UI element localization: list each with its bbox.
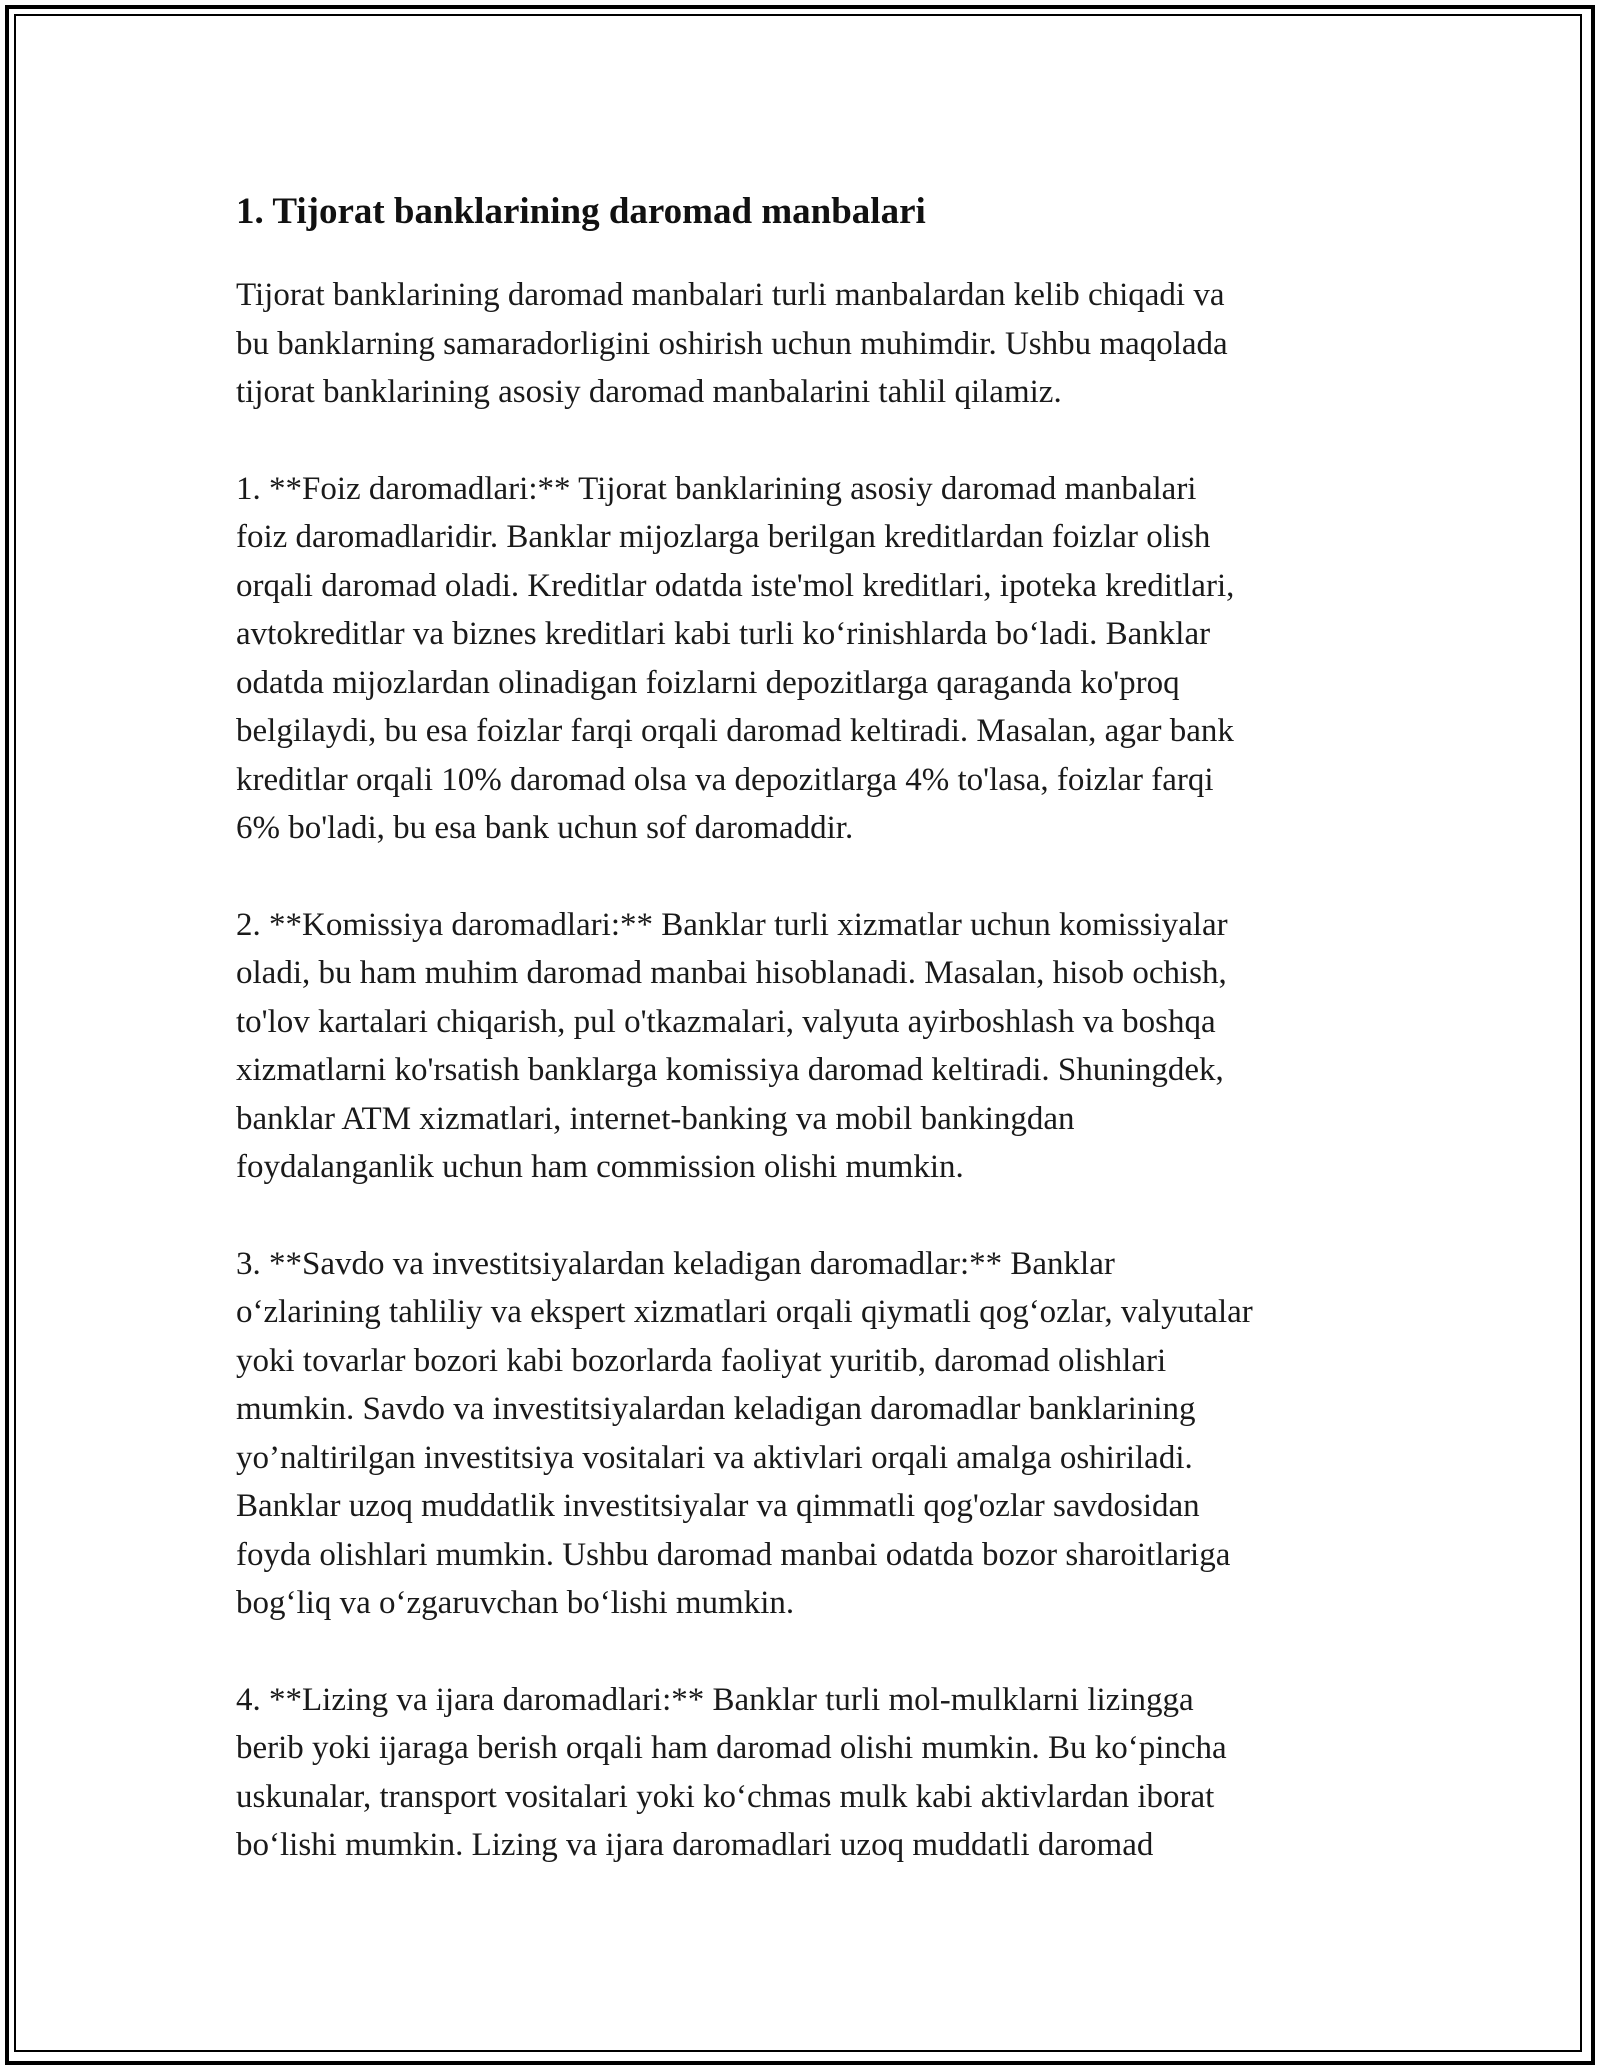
text-line: kreditlar orqali 10% daromad olsa va depozitlarga 4% to'lasa, foizlar farqi (236, 761, 1214, 798)
commission-income-paragraph (236, 901, 1386, 1192)
text-line: oʻzlarining tahliliy va ekspert xizmatlari orqali qiymatli qogʻozlar, valyutalar (236, 1294, 1253, 1330)
text-line: bogʻliq va oʻzgaruvchan boʻlishi mumkin. (236, 1585, 795, 1621)
text-line: bu banklarning samaradorligini oshirish uchun muhimdir. Ushbu maqolada (236, 325, 1228, 362)
text-line: to'lov kartalari chiqarish, pul o'tkazmalari, valyuta ayirboshlash va boshqa (236, 1003, 1216, 1040)
text-line: banklar ATM xizmatlari, internet-banking va mobil bankingdan (236, 1100, 1075, 1137)
text-line: tijorat banklarining asosiy daromad manbalarini tahlil qilamiz. (236, 374, 1062, 410)
text-line: foyda olishlari mumkin. Ushbu daromad manbai odatda bozor sharoitlariga (236, 1536, 1231, 1573)
leasing-rental-paragraph (236, 1676, 1386, 1870)
text-line: foiz daromadlaridir. Banklar mijozlarga berilgan kreditlardan foizlar olish (236, 519, 1211, 555)
text-line: 2. **Komissiya daromadlari:** Banklar turli xizmatlar uchun komissiyalar (236, 906, 1228, 943)
text-line: foydalanganlik uchun ham commission olishi mumkin. (236, 1149, 964, 1185)
text-line: belgilaydi, bu esa foizlar farqi orqali daromad keltiradi. Masalan, agar bank (236, 713, 1234, 749)
trading-investment-paragraph (236, 1240, 1386, 1628)
document-body (236, 188, 1386, 1918)
text-line: mumkin. Savdo va investitsiyalardan keladigan daromadlar banklarining (236, 1391, 1196, 1427)
text-line: odatda mijozlardan olinadigan foizlarni depozitlarga qaraganda ko'proq (236, 664, 1180, 701)
text-line: xizmatlarni ko'rsatish banklarga komissiya daromad keltiradi. Shuningdek, (236, 1052, 1224, 1088)
text-line: avtokreditlar va biznes kreditlari kabi turli koʻrinishlarda boʻladi. Banklar (236, 616, 1211, 652)
text-line: 6% bo'ladi, bu esa bank uchun sof daromaddir. (236, 810, 854, 846)
text-line: orqali daromad oladi. Kreditlar odatda iste'mol kreditlari, ipoteka kreditlari, (236, 567, 1235, 604)
intro-paragraph (236, 271, 1386, 417)
text-line: yoki tovarlar bozori kabi bozorlarda faoliyat yuritib, daromad olishlari (236, 1342, 1167, 1379)
document-title: 1. Tijorat banklarining daromad manbalari (236, 191, 926, 232)
text-line: Banklar uzoq muddatlik investitsiyalar va qimmatli qog'ozlar savdosidan (236, 1488, 1200, 1524)
text-line: 1. **Foiz daromadlari:** Tijorat banklarining asosiy daromad manbalari (236, 470, 1197, 507)
text-line: Tijorat banklarining daromad manbalari turli manbalardan kelib chiqadi va (236, 277, 1225, 313)
text-line: uskunalar, transport vositalari yoki koʻchmas mulk kabi aktivlardan iborat (236, 1778, 1215, 1815)
text-line: oladi, bu ham muhim daromad manbai hisoblanadi. Masalan, hisob ochish, (236, 955, 1227, 991)
text-line: 4. **Lizing va ijara daromadlari:** Banklar turli mol-mulklarni lizingga (236, 1681, 1194, 1718)
text-line: berib yoki ijaraga berish orqali ham daromad olishi mumkin. Bu koʻpincha (236, 1730, 1227, 1766)
text-line: 3. **Savdo va investitsiyalardan keladigan daromadlar:** Banklar (236, 1245, 1115, 1282)
interest-income-paragraph (236, 465, 1386, 853)
text-line: boʻlishi mumkin. Lizing va ijara daromadlari uzoq muddatli daromad (236, 1827, 1154, 1863)
text-line: yo’naltirilgan investitsiya vositalari va aktivlari orqali amalga oshiriladi. (236, 1439, 1193, 1476)
